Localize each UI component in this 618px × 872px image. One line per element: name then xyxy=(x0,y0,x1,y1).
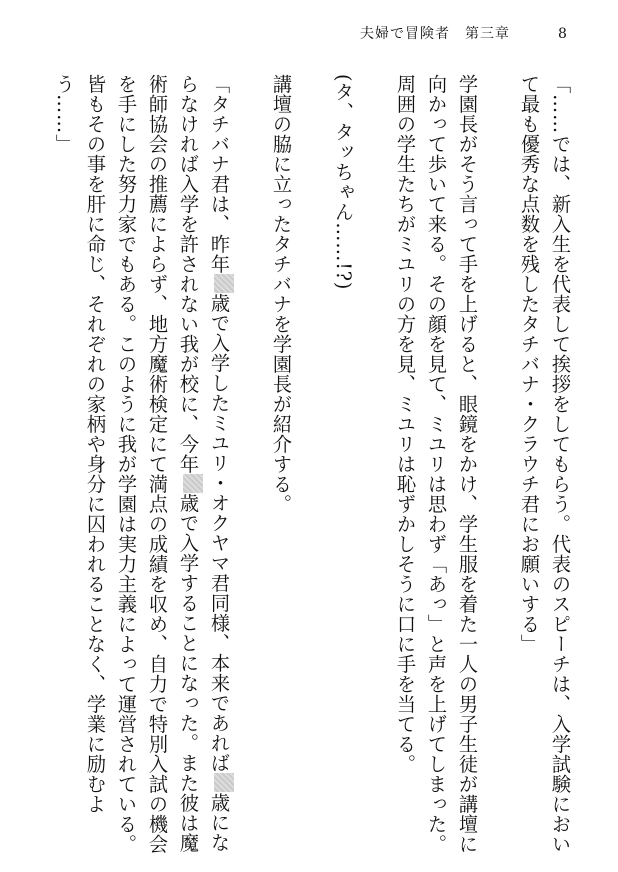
body-text xyxy=(36,74,576,854)
paragraph-principal-speech xyxy=(49,74,235,854)
paragraph-text: 講壇の脇に立ったタチバナを学園長が紹介する。 xyxy=(270,74,293,514)
paragraph-spacer xyxy=(235,74,266,93)
paragraph-text: 歳で入学したミユリ・オクヤマ君同様、本来であれば xyxy=(208,293,231,774)
paragraph-text: 「タチバナ君は、昨年 xyxy=(208,74,231,274)
paragraph-text: 学園長がそう言って手を上げると、眼鏡をかけ、学生服を着た一人の男子生徒が講壇に向かって歩いて来る。その顔を見て、ミユリは思わず「あっ」と声を上げてしまった。周囲の学生たちがミユリの方を見、ミユリは恥ずかしそうに口に手を当てる。 xyxy=(394,74,479,854)
paragraph-spacer xyxy=(297,74,328,93)
redacted-age-block xyxy=(183,474,202,493)
running-header: 夫婦で冒険者 第三章 xyxy=(360,26,510,42)
paragraph-speech-intro xyxy=(514,74,576,854)
redacted-age-block xyxy=(214,274,233,293)
paragraph-thought xyxy=(328,74,359,854)
page-number: 8 xyxy=(558,26,567,42)
paragraph-introduction xyxy=(266,74,297,854)
paragraph-spacer xyxy=(483,74,514,93)
paragraph-narration xyxy=(390,74,483,854)
paragraph-text: 歳にならなければ入学を許されない我が校に、今年 xyxy=(177,74,231,853)
redacted-age-block xyxy=(214,773,233,792)
paragraph-text: 歳で入学することになった。また彼は魔術師協会の推薦によらず、地方魔術検定にて満点の成績を収め、自力で特別入試の機会を手にした努力家でもある。このように我が学園は実力主義によって運営されている。皆もその事を肝に命じ、それぞれの家柄や身分に囚われることなく、学業に励むよう……」 xyxy=(53,74,200,854)
paragraph-spacer xyxy=(359,74,390,93)
paragraph-text: 「……では、新入生を代表して挨拶をしてもらう。代表のスピーチは、入学試験において最も優秀な点数を残したタチバナ・クラウチ君にお願いする」 xyxy=(518,74,572,854)
paragraph-text: (タ、タッちゃん……!?) xyxy=(332,74,355,291)
